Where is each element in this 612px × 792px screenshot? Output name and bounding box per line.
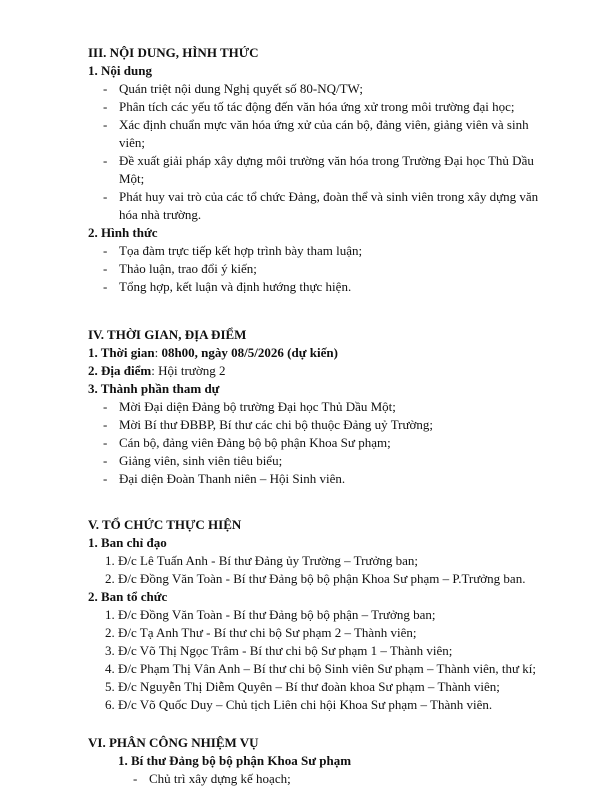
bullet-dash-icon: - [103,153,108,168]
list-item: 5. Đ/c Nguyễn Thị Diễm Quyên – Bí thư đoàn khoa Sư phạm – Thành viên; [105,679,500,694]
bullet-text: Tổng hợp, kết luận và định hướng thực hiện. [119,279,352,294]
list-item [103,242,550,260]
list-item [103,398,550,416]
bullet-list [88,80,550,224]
labeled-line [88,362,550,380]
bullet-dash-icon: - [103,261,108,276]
list-item: 4. Đ/c Phạm Thị Vân Anh – Bí thư chi bộ Sinh viên Sư phạm – Thành viên, thư kí; [105,661,536,676]
subheading: 1. Bí thư Đảng bộ bộ phận Khoa Sư phạm [118,753,352,768]
labeled-separator: : [154,345,162,360]
bullet-list [88,398,550,488]
bullet-text: Quán triệt nội dung Nghị quyết số 80-NQ/TW; [119,81,363,96]
section-heading: V. TỔ CHỨC THỰC HIỆN [88,517,242,532]
list-item [103,470,550,488]
list-item: 3. Đ/c Võ Thị Ngọc Trâm - Bí thư chi bộ Sư phạm 1 – Thành viên; [105,643,453,658]
bullet-text: Đại diện Đoàn Thanh niên – Hội Sinh viên. [119,471,346,486]
subheading: 2. Ban tổ chức [88,589,168,604]
bullet-dash-icon: - [103,81,108,96]
bullet-dash-icon: - [103,435,108,450]
bullet-list [88,242,550,296]
labeled-value: Hội trường 2 [158,363,226,378]
list-item [103,278,550,296]
bullet-dash-icon: - [133,771,138,786]
subheading: 1. Nội dung [88,63,152,78]
list-item [103,452,550,470]
list-item [103,434,550,452]
section-iv [88,326,550,488]
bullet-text: Thảo luận, trao đổi ý kiến; [119,261,257,276]
bullet-text: Phân tích các yếu tố tác động đến văn hóa ứng xử trong môi trường đại học; [119,99,515,114]
section-heading: III. NỘI DUNG, HÌNH THỨC [88,45,259,60]
bullet-text: Xác định chuẩn mực văn hóa ứng xử của cán bộ, đảng viên, giảng viên và sinh viên; [119,117,529,150]
list-item [103,98,550,116]
section-vi [88,734,550,788]
bullet-dash-icon: - [103,99,108,114]
bullet-dash-icon: - [103,243,108,258]
bullet-dash-icon: - [103,417,108,432]
list-item [103,116,550,152]
section-iii [88,44,550,296]
list-item: 1. Đ/c Lê Tuấn Anh - Bí thư Đảng ủy Trường – Trưởng ban; [105,553,418,568]
bullet-list [88,770,550,788]
bullet-text: Tọa đàm trực tiếp kết hợp trình bày tham luận; [119,243,363,258]
section-heading: IV. THỜI GIAN, ĐỊA ĐIỂM [88,327,247,342]
list-item [133,770,550,788]
bullet-text: Phát huy vai trò của các tổ chức Đảng, đoàn thể và sinh viên trong xây dựng văn hóa nhà trường. [119,189,539,222]
bullet-text: Cán bộ, đảng viên Đảng bộ bộ phận Khoa Sư phạm; [119,435,391,450]
list-item: 2. Đ/c Tạ Anh Thư - Bí thư chi bộ Sư phạm 2 – Thành viên; [105,625,417,640]
list-item: 2. Đ/c Đồng Văn Toàn - Bí thư Đảng bộ bộ phận Khoa Sư phạm – P.Trưởng ban. [105,571,526,586]
subheading: 3. Thành phần tham dự [88,381,220,396]
numbered-list [88,552,550,588]
bullet-text: Giảng viên, sinh viên tiêu biểu; [119,453,283,468]
list-item [103,260,550,278]
list-item [103,188,550,224]
bullet-text: Chủ trì xây dựng kế hoạch; [149,771,291,786]
list-item: 1. Đ/c Đồng Văn Toàn - Bí thư Đảng bộ bộ phận – Trưởng ban; [105,607,436,622]
bullet-dash-icon: - [103,117,108,132]
subheading: 2. Hình thức [88,225,158,240]
bullet-text: Đề xuất giải pháp xây dựng môi trường văn hóa trong Trường Đại học Thủ Dầu Một; [119,153,534,186]
bullet-dash-icon: - [103,279,108,294]
section-heading: VI. PHÂN CÔNG NHIỆM VỤ [88,735,259,750]
labeled-separator: : [151,363,159,378]
bullet-dash-icon: - [103,453,108,468]
list-item [103,416,550,434]
bullet-text: Mời Bí thư ĐBBP, Bí thư các chi bộ thuộc Đảng uỷ Trường; [119,417,434,432]
labeled-label: 2. Địa điểm [88,363,152,378]
list-item [103,152,550,188]
labeled-label: 1. Thời gian [88,345,155,360]
bullet-dash-icon: - [103,471,108,486]
labeled-value: 08h00, ngày 08/5/2026 (dự kiến) [161,345,338,360]
bullet-text: Mời Đại diện Đảng bộ trường Đại học Thủ Dầu Một; [119,399,396,414]
labeled-line [88,344,550,362]
bullet-dash-icon: - [103,399,108,414]
section-v [88,516,550,714]
subheading: 1. Ban chỉ đạo [88,535,167,550]
list-item: 6. Đ/c Võ Quốc Duy – Chủ tịch Liên chi hội Khoa Sư phạm – Thành viên. [105,697,493,712]
bullet-dash-icon: - [103,189,108,204]
list-item [103,80,550,98]
numbered-list [88,606,550,714]
